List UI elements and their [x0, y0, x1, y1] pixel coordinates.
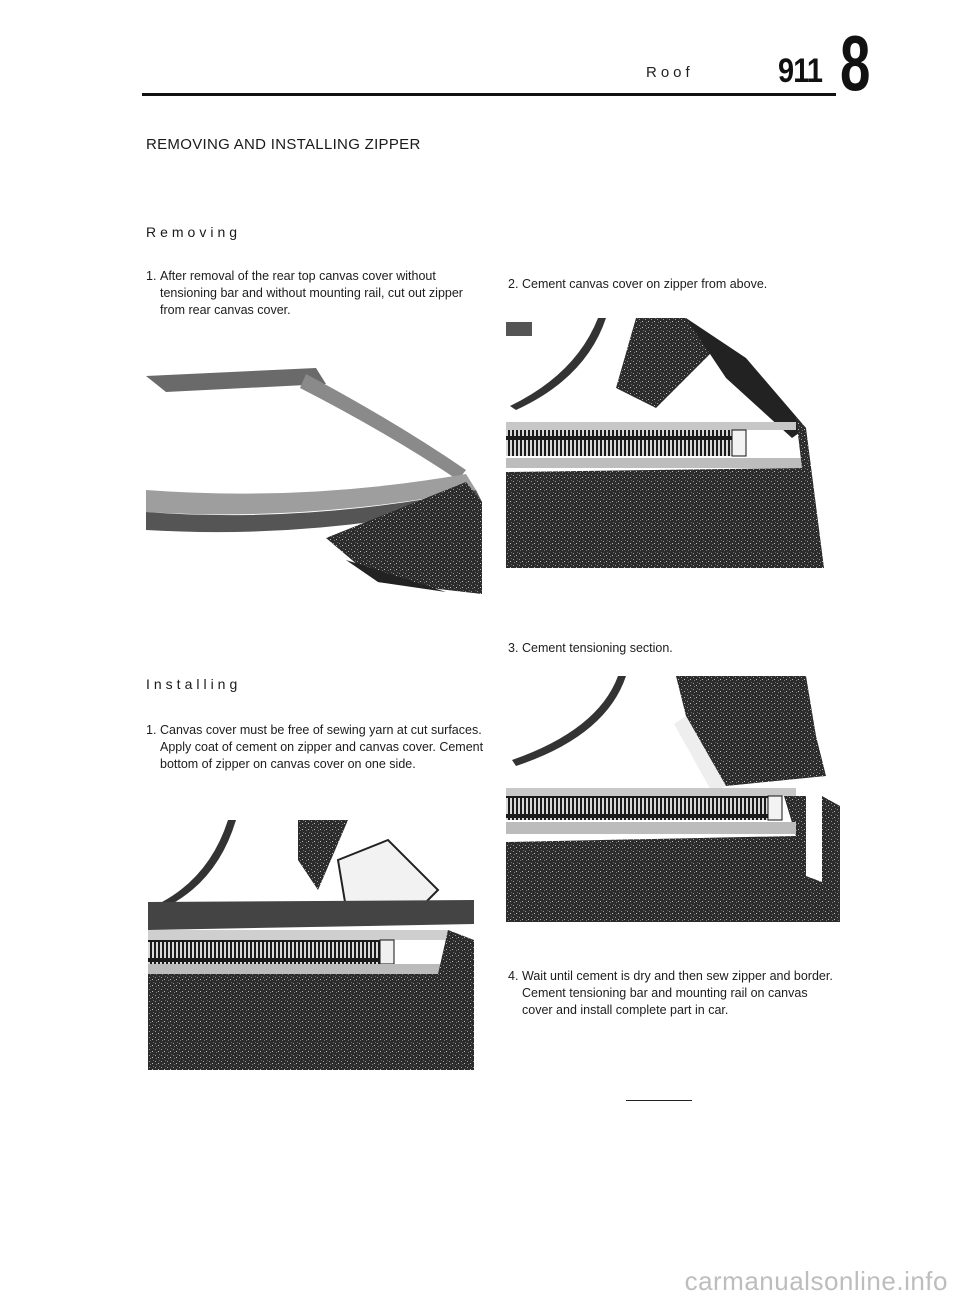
page-title: REMOVING AND INSTALLING ZIPPER: [146, 136, 421, 153]
watermark: carmanualsonline.info: [684, 1266, 948, 1296]
step-number: 3.: [508, 641, 519, 655]
model-label: 911: [778, 52, 823, 90]
step-text: Canvas cover must be free of sewing yarn at cut surfaces. Apply coat of cement on zipper and canvas cover. Cement bottom of zipper on canvas cover on one side.: [160, 723, 484, 771]
installing-step-2: [508, 276, 838, 293]
step-number: 4.: [508, 969, 519, 983]
step-number: 1.: [146, 723, 157, 737]
step-text: Cement tensioning section.: [522, 641, 673, 655]
photo-install-step-2: [506, 318, 836, 568]
footer-rule: [626, 1100, 692, 1101]
step-text: Cement canvas cover on zipper from above.: [522, 277, 768, 291]
header-rule: [142, 93, 836, 96]
installing-step-4: [508, 968, 838, 1019]
installing-step-1: [146, 722, 486, 773]
step-number: 1.: [146, 269, 157, 283]
section-title: Roof: [646, 64, 694, 81]
photo-removing-zipper: [146, 362, 482, 602]
step-text: After removal of the rear top canvas cover without tensioning bar and without mounting rail, cut out zipper from rear canvas cover.: [160, 269, 463, 317]
step-number: 2.: [508, 277, 519, 291]
chapter-number: 8: [840, 19, 871, 107]
removing-step-1: [146, 268, 486, 319]
removing-heading: Removing: [146, 224, 242, 240]
step-text: Wait until cement is dry and then sew zipper and border. Cement tensioning bar and mounting rail on canvas cover and install complete part in car.: [522, 969, 833, 1017]
photo-install-step-1: [148, 820, 474, 1070]
installing-heading: Installing: [146, 676, 242, 692]
installing-step-3: [508, 640, 838, 657]
photo-install-step-3: [506, 676, 840, 922]
